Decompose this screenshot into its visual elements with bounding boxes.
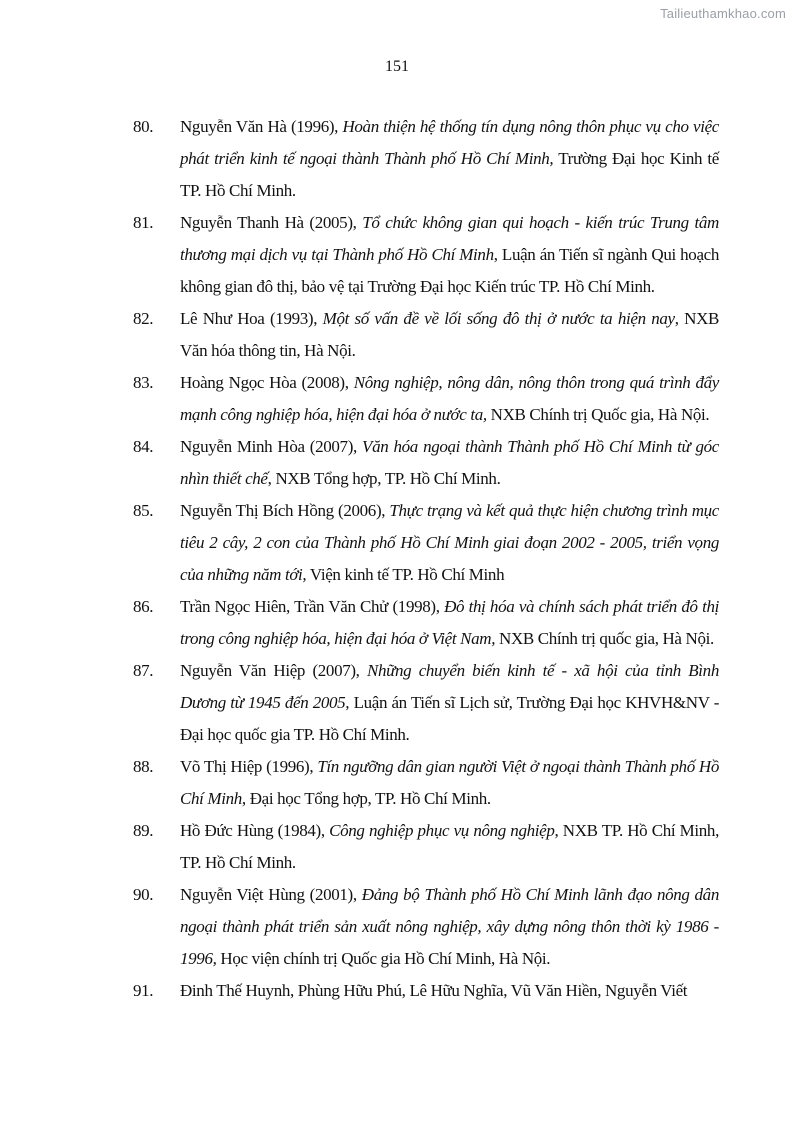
watermark-text: Tailieuthamkhao.com xyxy=(660,6,786,21)
reference-publisher: Viện kinh tế TP. Hồ Chí Minh xyxy=(306,565,505,584)
reference-author: Đinh Thế Huynh, Phùng Hữu Phú, Lê Hữu Nghĩa, Vũ Văn Hiền, Nguyễn Viết xyxy=(180,981,688,1000)
reference-title: Hoàn thiện hệ thống tín dụng nông thôn phục vụ cho việc phát triển kinh tế ngoại thành Thành phố Hồ Chí Minh, xyxy=(180,117,719,168)
reference-item xyxy=(0,111,794,207)
reference-item xyxy=(0,207,794,303)
reference-title: Một số vấn đề về lối sống đô thị ở nước ta hiện nay xyxy=(322,309,675,328)
reference-item xyxy=(0,975,794,1007)
reference-item xyxy=(0,815,794,879)
reference-title: Tổ chức không gian qui hoạch - kiến trúc Trung tâm thương mại dịch vụ tại Thành phố Hồ Chí Minh xyxy=(180,213,719,264)
page-number: 151 xyxy=(385,58,409,75)
reference-item xyxy=(0,879,794,975)
reference-title: Tín ngưỡng dân gian người Việt ở ngoại thành Thành phố Hồ Chí Minh xyxy=(180,757,719,808)
reference-number: 87. xyxy=(133,661,154,680)
reference-title: Công nghiệp phục vụ nông nghiệp xyxy=(329,821,555,840)
reference-publisher: Trường Đại học Kinh tế TP. Hồ Chí Minh. xyxy=(180,149,719,200)
reference-publisher: Luận án Tiến sĩ Lịch sử, Trường Đại học KHVH&NV - Đại học quốc gia TP. Hồ Chí Minh. xyxy=(180,693,720,744)
reference-publisher: , NXB Văn hóa thông tin, Hà Nội. xyxy=(180,309,719,360)
reference-title: Những chuyển biến kinh tế - xã hội của tỉnh Bình Dương từ 1945 đến 2005, xyxy=(180,661,719,712)
reference-item xyxy=(0,591,794,655)
reference-number: 86. xyxy=(133,597,154,616)
reference-title: Nông nghiệp, nông dân, nông thôn trong quá trình đẩy mạnh công nghiệp hóa, hiện đại hóa ở nước ta, xyxy=(180,373,719,424)
reference-list xyxy=(0,111,794,1007)
reference-number: 84. xyxy=(133,437,154,456)
reference-author: Hoàng Ngọc Hòa (2008), xyxy=(180,373,354,392)
reference-number: 82. xyxy=(133,309,154,328)
reference-number: 90. xyxy=(133,885,154,904)
reference-author: Nguyễn Văn Hiệp (2007), xyxy=(180,661,367,680)
reference-publisher: NXB Chính trị Quốc gia, Hà Nội. xyxy=(486,405,710,424)
reference-number: 83. xyxy=(133,373,154,392)
reference-item xyxy=(0,655,794,751)
reference-author: Nguyễn Văn Hà (1996), xyxy=(180,117,343,136)
reference-number: 80. xyxy=(133,117,154,136)
reference-publisher: , Đại học Tổng hợp, TP. Hồ Chí Minh. xyxy=(241,789,491,808)
reference-author: Nguyễn Thị Bích Hồng (2006), xyxy=(180,501,390,520)
reference-author: Trần Ngọc Hiên, Trần Văn Chử (1998), xyxy=(180,597,445,616)
reference-publisher: NXB Chính trị quốc gia, Hà Nội. xyxy=(495,629,714,648)
reference-item xyxy=(0,303,794,367)
reference-title: Đảng bộ Thành phố Hồ Chí Minh lãnh đạo nông dân ngoại thành phát triển sản xuất nông nghiệp, xây dựng nông thôn thời kỳ 1986 - 1996, xyxy=(180,885,719,968)
reference-title: Đô thị hóa và chính sách phát triển đô thị trong công nghiệp hóa, hiện đại hóa ở Việt Nam, xyxy=(180,597,719,648)
reference-number: 91. xyxy=(133,981,154,1000)
reference-number: 88. xyxy=(133,757,154,776)
reference-number: 85. xyxy=(133,501,154,520)
reference-item xyxy=(0,367,794,431)
reference-author: Nguyễn Việt Hùng (2001), xyxy=(180,885,362,904)
reference-item xyxy=(0,495,794,591)
reference-author: Nguyễn Thanh Hà (2005), xyxy=(180,213,363,232)
reference-number: 81. xyxy=(133,213,154,232)
reference-title: Thực trạng và kết quả thực hiện chương trình mục tiêu 2 cây, 2 con của Thành phố Hồ Chí Minh giai đoạn 2002 - 2005, triển vọng của những năm tới, xyxy=(180,501,719,584)
reference-author: Nguyễn Minh Hòa (2007), xyxy=(180,437,363,456)
reference-author: Hồ Đức Hùng (1984), xyxy=(180,821,330,840)
reference-number: 89. xyxy=(133,821,154,840)
reference-publisher: , NXB TP. Hồ Chí Minh, TP. Hồ Chí Minh. xyxy=(180,821,719,872)
reference-title: Văn hóa ngoại thành Thành phố Hồ Chí Minh từ góc nhìn thiết chế xyxy=(180,437,720,488)
reference-author: Lê Như Hoa (1993), xyxy=(180,309,323,328)
reference-author: Võ Thị Hiệp (1996), xyxy=(180,757,318,776)
reference-item xyxy=(0,751,794,815)
reference-item xyxy=(0,431,794,495)
reference-publisher: Học viện chính trị Quốc gia Hồ Chí Minh, Hà Nội. xyxy=(216,949,551,968)
reference-publisher: , Luận án Tiến sĩ ngành Qui hoạch không gian đô thị, bảo vệ tại Trường Đại học Kiến trúc TP. Hồ Chí Minh. xyxy=(180,245,720,296)
reference-publisher: , NXB Tổng hợp, TP. Hồ Chí Minh. xyxy=(267,469,501,488)
